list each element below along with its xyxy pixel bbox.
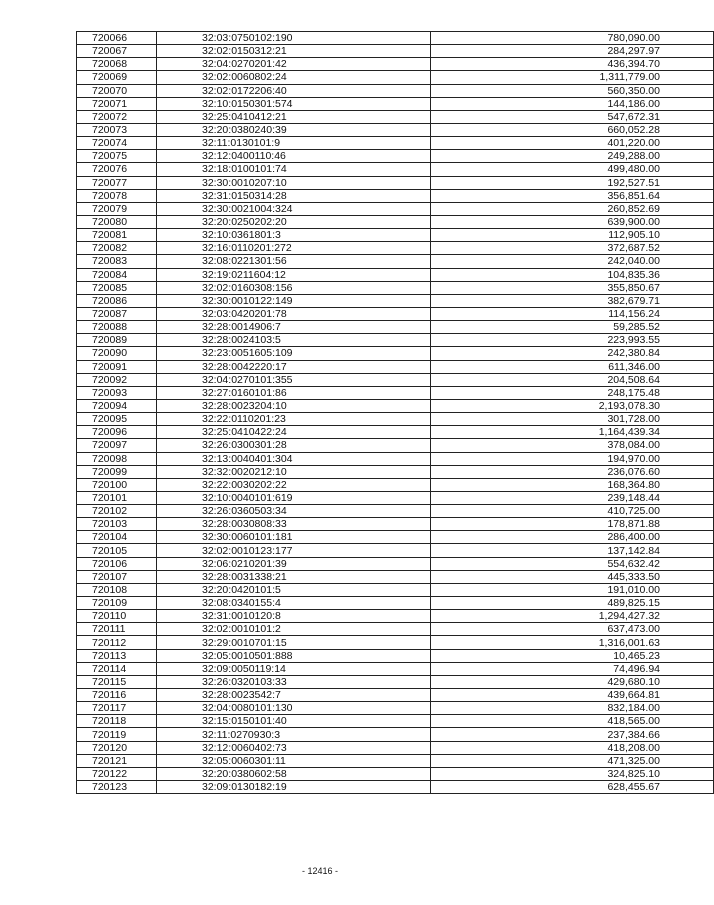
amount-cell: 471,325.00 [431,754,714,767]
cadastral-number-cell: 32:02:0160308:156 [157,281,431,294]
record-id-cell: 720080 [77,215,157,228]
cadastral-number-cell: 32:28:0042220:17 [157,360,431,373]
record-id-cell: 720121 [77,754,157,767]
cadastral-number-cell: 32:06:0210201:39 [157,557,431,570]
table-row [77,413,714,426]
table-row [77,754,714,767]
record-id-cell: 720107 [77,570,157,583]
table-row [77,583,714,596]
table-row [77,189,714,202]
table-row [77,255,714,268]
record-id-cell: 720122 [77,767,157,780]
record-id-cell: 720104 [77,531,157,544]
table-row [77,426,714,439]
cadastral-number-cell: 32:26:0360503:34 [157,505,431,518]
cadastral-number-cell: 32:30:0060101:181 [157,531,431,544]
cadastral-number-cell: 32:20:0380602:58 [157,767,431,780]
cadastral-number-cell: 32:28:0023204:10 [157,399,431,412]
cadastral-number-cell: 32:29:0010701:15 [157,636,431,649]
cadastral-number-cell: 32:31:0010120:8 [157,610,431,623]
table-row [77,163,714,176]
table-row [77,531,714,544]
table-row [77,623,714,636]
record-id-cell: 720067 [77,45,157,58]
record-id-cell: 720093 [77,386,157,399]
record-id-cell: 720106 [77,557,157,570]
cadastral-number-cell: 32:08:0340155:4 [157,597,431,610]
cadastral-number-cell: 32:26:0320103:33 [157,675,431,688]
amount-cell: 780,090.00 [431,32,714,45]
table-row [77,689,714,702]
record-id-cell: 720102 [77,505,157,518]
cadastral-number-cell: 32:31:0150314:28 [157,189,431,202]
record-id-cell: 720114 [77,662,157,675]
records-table-container [76,31,660,794]
cadastral-number-cell: 32:04:0270201:42 [157,58,431,71]
cadastral-number-cell: 32:05:0060301:11 [157,754,431,767]
cadastral-number-cell: 32:20:0420101:5 [157,583,431,596]
record-id-cell: 720118 [77,715,157,728]
record-id-cell: 720086 [77,294,157,307]
record-id-cell: 720085 [77,281,157,294]
amount-cell: 239,148.44 [431,491,714,504]
table-row [77,781,714,794]
amount-cell: 237,384.66 [431,728,714,741]
amount-cell: 554,632.42 [431,557,714,570]
amount-cell: 168,364.80 [431,478,714,491]
table-row [77,123,714,136]
cadastral-number-cell: 32:11:0270930:3 [157,728,431,741]
cadastral-number-cell: 32:23:0051605:109 [157,347,431,360]
cadastral-number-cell: 32:28:0031338:21 [157,570,431,583]
cadastral-number-cell: 32:02:0172206:40 [157,84,431,97]
table-row [77,636,714,649]
amount-cell: 74,496.94 [431,662,714,675]
amount-cell: 445,333.50 [431,570,714,583]
record-id-cell: 720109 [77,597,157,610]
cadastral-number-cell: 32:04:0270101:355 [157,373,431,386]
table-row [77,452,714,465]
amount-cell: 560,350.00 [431,84,714,97]
cadastral-number-cell: 32:10:0150301:574 [157,97,431,110]
table-row [77,465,714,478]
record-id-cell: 720066 [77,32,157,45]
table-row [77,215,714,228]
record-id-cell: 720116 [77,689,157,702]
cadastral-number-cell: 32:10:0040101:619 [157,491,431,504]
table-row [77,557,714,570]
amount-cell: 104,835.36 [431,268,714,281]
amount-cell: 418,208.00 [431,741,714,754]
record-id-cell: 720078 [77,189,157,202]
amount-cell: 1,294,427.32 [431,610,714,623]
cadastral-number-cell: 32:04:0080101:130 [157,702,431,715]
amount-cell: 223,993.55 [431,334,714,347]
cadastral-number-cell: 32:28:0024103:5 [157,334,431,347]
amount-cell: 637,473.00 [431,623,714,636]
cadastral-number-cell: 32:30:0021004:324 [157,202,431,215]
record-id-cell: 720120 [77,741,157,754]
amount-cell: 489,825.15 [431,597,714,610]
record-id-cell: 720083 [77,255,157,268]
cadastral-number-cell: 32:28:0014906:7 [157,321,431,334]
table-row [77,597,714,610]
table-row [77,294,714,307]
record-id-cell: 720115 [77,675,157,688]
table-row [77,662,714,675]
amount-cell: 628,455.67 [431,781,714,794]
table-row [77,58,714,71]
record-id-cell: 720087 [77,307,157,320]
record-id-cell: 720119 [77,728,157,741]
table-row [77,32,714,45]
amount-cell: 242,040.00 [431,255,714,268]
record-id-cell: 720112 [77,636,157,649]
amount-cell: 194,970.00 [431,452,714,465]
cadastral-number-cell: 32:09:0130182:19 [157,781,431,794]
cadastral-number-cell: 32:02:0010123:177 [157,544,431,557]
table-row [77,386,714,399]
amount-cell: 260,852.69 [431,202,714,215]
table-row [77,649,714,662]
table-row [77,570,714,583]
table-row [77,137,714,150]
record-id-cell: 720077 [77,176,157,189]
table-row [77,321,714,334]
record-id-cell: 720111 [77,623,157,636]
record-id-cell: 720071 [77,97,157,110]
table-row [77,360,714,373]
cadastral-number-cell: 32:26:0300301:28 [157,439,431,452]
record-id-cell: 720074 [77,137,157,150]
amount-cell: 286,400.00 [431,531,714,544]
cadastral-number-cell: 32:20:0250202:20 [157,215,431,228]
table-row [77,45,714,58]
amount-cell: 429,680.10 [431,675,714,688]
record-id-cell: 720098 [77,452,157,465]
table-row [77,491,714,504]
record-id-cell: 720090 [77,347,157,360]
cadastral-number-cell: 32:03:0420201:78 [157,307,431,320]
amount-cell: 499,480.00 [431,163,714,176]
page-number: - 12416 - [301,866,339,876]
cadastral-number-cell: 32:25:0410412:21 [157,110,431,123]
record-id-cell: 720081 [77,229,157,242]
cadastral-number-cell: 32:28:0023542:7 [157,689,431,702]
amount-cell: 191,010.00 [431,583,714,596]
table-row [77,229,714,242]
cadastral-number-cell: 32:10:0361801:3 [157,229,431,242]
record-id-cell: 720103 [77,518,157,531]
table-row [77,544,714,557]
amount-cell: 10,465.23 [431,649,714,662]
table-row [77,110,714,123]
cadastral-number-cell: 32:02:0150312:21 [157,45,431,58]
table-row [77,268,714,281]
table-row [77,518,714,531]
record-id-cell: 720091 [77,360,157,373]
cadastral-number-cell: 32:12:0400110:46 [157,150,431,163]
record-id-cell: 720088 [77,321,157,334]
record-id-cell: 720092 [77,373,157,386]
record-id-cell: 720123 [77,781,157,794]
table-row [77,439,714,452]
amount-cell: 112,905.10 [431,229,714,242]
amount-cell: 1,316,001.63 [431,636,714,649]
cadastral-number-cell: 32:18:0100101:74 [157,163,431,176]
amount-cell: 439,664.81 [431,689,714,702]
cadastral-number-cell: 32:11:0130101:9 [157,137,431,150]
table-row [77,150,714,163]
cadastral-number-cell: 32:30:0010122:149 [157,294,431,307]
amount-cell: 284,297.97 [431,45,714,58]
record-id-cell: 720105 [77,544,157,557]
cadastral-number-cell: 32:15:0150101:40 [157,715,431,728]
amount-cell: 410,725.00 [431,505,714,518]
amount-cell: 144,186.00 [431,97,714,110]
record-id-cell: 720072 [77,110,157,123]
cadastral-number-cell: 32:13:0040401:304 [157,452,431,465]
cadastral-number-cell: 32:03:0750102:190 [157,32,431,45]
record-id-cell: 720084 [77,268,157,281]
amount-cell: 324,825.10 [431,767,714,780]
amount-cell: 356,851.64 [431,189,714,202]
cadastral-number-cell: 32:28:0030808:33 [157,518,431,531]
record-id-cell: 720094 [77,399,157,412]
record-id-cell: 720069 [77,71,157,84]
record-id-cell: 720073 [77,123,157,136]
cadastral-number-cell: 32:12:0060402:73 [157,741,431,754]
table-row [77,84,714,97]
record-id-cell: 720096 [77,426,157,439]
cadastral-number-cell: 32:02:0010101:2 [157,623,431,636]
amount-cell: 401,220.00 [431,137,714,150]
table-row [77,728,714,741]
cadastral-number-cell: 32:09:0050119:14 [157,662,431,675]
amount-cell: 660,052.28 [431,123,714,136]
amount-cell: 249,288.00 [431,150,714,163]
record-id-cell: 720076 [77,163,157,176]
table-row [77,97,714,110]
amount-cell: 382,679.71 [431,294,714,307]
amount-cell: 436,394.70 [431,58,714,71]
table-row [77,347,714,360]
amount-cell: 114,156.24 [431,307,714,320]
amount-cell: 248,175.48 [431,386,714,399]
table-row [77,71,714,84]
record-id-cell: 720075 [77,150,157,163]
table-row [77,767,714,780]
records-table [76,31,714,794]
amount-cell: 178,871.88 [431,518,714,531]
cadastral-number-cell: 32:30:0010207:10 [157,176,431,189]
amount-cell: 639,900.00 [431,215,714,228]
record-id-cell: 720095 [77,413,157,426]
amount-cell: 236,076.60 [431,465,714,478]
cadastral-number-cell: 32:27:0160101:86 [157,386,431,399]
amount-cell: 301,728.00 [431,413,714,426]
table-row [77,307,714,320]
table-row [77,399,714,412]
amount-cell: 611,346.00 [431,360,714,373]
record-id-cell: 720070 [77,84,157,97]
cadastral-number-cell: 32:08:0221301:56 [157,255,431,268]
amount-cell: 547,672.31 [431,110,714,123]
table-row [77,610,714,623]
cadastral-number-cell: 32:22:0110201:23 [157,413,431,426]
amount-cell: 832,184.00 [431,702,714,715]
cadastral-number-cell: 32:02:0060802:24 [157,71,431,84]
amount-cell: 1,164,439.34 [431,426,714,439]
cadastral-number-cell: 32:19:0211604:12 [157,268,431,281]
amount-cell: 137,142.84 [431,544,714,557]
record-id-cell: 720068 [77,58,157,71]
table-row [77,176,714,189]
amount-cell: 242,380.84 [431,347,714,360]
table-row [77,478,714,491]
amount-cell: 418,565.00 [431,715,714,728]
cadastral-number-cell: 32:22:0030202:22 [157,478,431,491]
record-id-cell: 720099 [77,465,157,478]
record-id-cell: 720110 [77,610,157,623]
table-row [77,242,714,255]
cadastral-number-cell: 32:16:0110201:272 [157,242,431,255]
amount-cell: 192,527.51 [431,176,714,189]
record-id-cell: 720097 [77,439,157,452]
table-row [77,741,714,754]
cadastral-number-cell: 32:05:0010501:888 [157,649,431,662]
table-row [77,702,714,715]
amount-cell: 355,850.67 [431,281,714,294]
cadastral-number-cell: 32:32:0020212:10 [157,465,431,478]
table-row [77,334,714,347]
amount-cell: 378,084.00 [431,439,714,452]
records-table-body [77,32,714,794]
table-row [77,202,714,215]
table-row [77,715,714,728]
amount-cell: 59,285.52 [431,321,714,334]
table-row [77,281,714,294]
cadastral-number-cell: 32:20:0380240:39 [157,123,431,136]
cadastral-number-cell: 32:25:0410422:24 [157,426,431,439]
record-id-cell: 720079 [77,202,157,215]
record-id-cell: 720089 [77,334,157,347]
record-id-cell: 720082 [77,242,157,255]
amount-cell: 1,311,779.00 [431,71,714,84]
amount-cell: 204,508.64 [431,373,714,386]
record-id-cell: 720108 [77,583,157,596]
record-id-cell: 720100 [77,478,157,491]
amount-cell: 2,193,078.30 [431,399,714,412]
record-id-cell: 720101 [77,491,157,504]
record-id-cell: 720113 [77,649,157,662]
table-row [77,373,714,386]
record-id-cell: 720117 [77,702,157,715]
table-row [77,675,714,688]
amount-cell: 372,687.52 [431,242,714,255]
table-row [77,505,714,518]
